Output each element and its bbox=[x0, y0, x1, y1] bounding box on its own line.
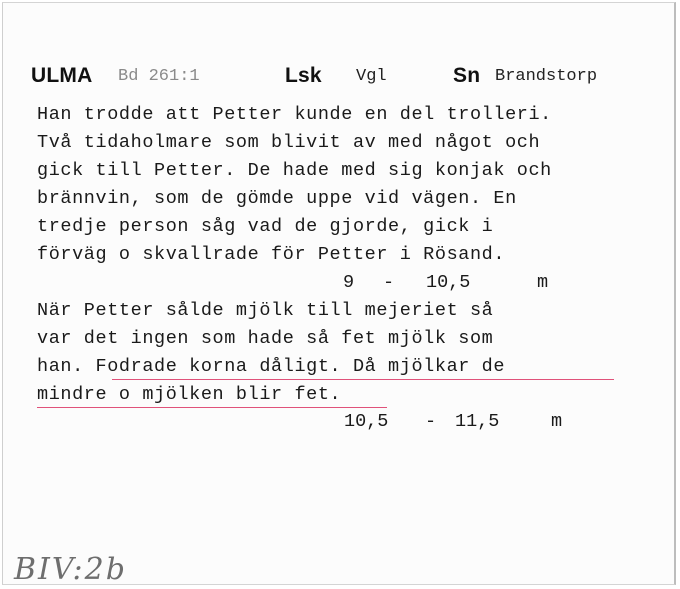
text-line: var det ingen som hade så fet mjölk som bbox=[37, 328, 494, 349]
depth-to: 11,5 bbox=[455, 411, 500, 432]
lsk-value: Vgl bbox=[356, 67, 387, 86]
highlight-underline bbox=[112, 379, 614, 380]
archive-name: ULMA bbox=[31, 64, 93, 87]
text-line: gick till Petter. De hade med sig konjak och bbox=[37, 160, 552, 181]
volume-number: Bd 261:1 bbox=[118, 67, 200, 86]
text-line: Två tidaholmare som blivit av med något och bbox=[37, 132, 541, 153]
handwritten-signum: BIV:2b bbox=[14, 552, 127, 587]
depth-dash: - bbox=[383, 272, 395, 293]
lsk-label: Lsk bbox=[285, 64, 322, 87]
text-line: förväg o skvallrade för Petter i Rösand. bbox=[37, 244, 506, 265]
sn-label: Sn bbox=[453, 64, 481, 87]
text-line: tredje person såg vad de gjorde, gick i bbox=[37, 216, 494, 237]
depth-unit: m bbox=[551, 411, 563, 432]
sn-value: Brandstorp bbox=[495, 67, 598, 86]
depth-to: 10,5 bbox=[426, 272, 471, 293]
depth-dash: - bbox=[425, 411, 437, 432]
text-line: han. Fodrade korna dåligt. Då mjölkar de bbox=[37, 356, 506, 377]
card-header bbox=[0, 64, 680, 92]
depth-from: 9 bbox=[343, 272, 355, 293]
text-line: När Petter sålde mjölk till mejeriet så bbox=[37, 300, 494, 321]
text-line: brännvin, som de gömde uppe vid vägen. En bbox=[37, 188, 517, 209]
text-line: mindre o mjölken blir fet. bbox=[37, 384, 342, 405]
text-line: Han trodde att Petter kunde en del trolleri. bbox=[37, 104, 552, 125]
depth-unit: m bbox=[537, 272, 549, 293]
highlight-underline bbox=[37, 407, 387, 408]
depth-from: 10,5 bbox=[344, 411, 389, 432]
